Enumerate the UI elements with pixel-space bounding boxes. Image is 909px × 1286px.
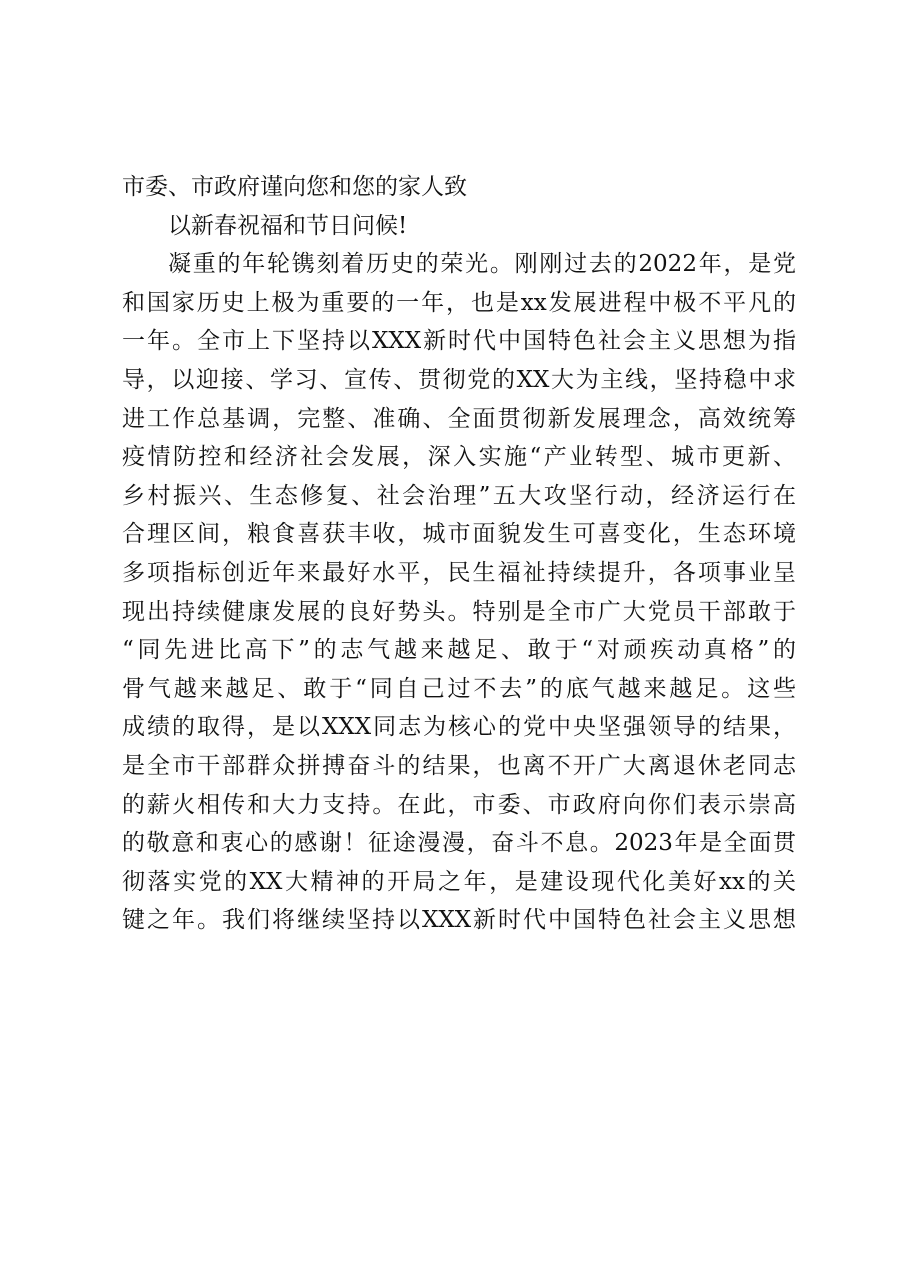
text-line: 现出持续健康发展的良好势头。特别是全市广大党员干部敢于	[122, 598, 796, 625]
text-line: 合理区间，粮食喜获丰收，城市面貌发生可喜变化，生态环境	[122, 521, 796, 548]
text-line: 彻落实党的XX大精神的开局之年，是建设现代化美好xx的关	[122, 868, 796, 895]
text-line: 以新春祝福和节日问候!	[168, 212, 408, 239]
body-text	[122, 168, 796, 940]
text-line: 凝重的年轮镌刻着历史的荣光。刚刚过去的2022年，是党	[168, 251, 796, 278]
text-line: 导，以迎接、学习、宣传、贯彻党的XX大为主线，坚持稳中求	[122, 366, 796, 393]
text-line: “同先进比高下”的志气越来越足、敢于“对顽疾动真格”的	[122, 637, 796, 664]
text-line: 一年。全市上下坚持以XXX新时代中国特色社会主义思想为指	[122, 328, 796, 355]
text-line: 是全市干部群众拼搏奋斗的结果，也离不开广大离退休老同志	[122, 752, 796, 779]
text-line: 市委、市政府谨向您和您的家人致	[122, 174, 467, 200]
text-line: 疫情防控和经济社会发展，深入实施“产业转型、城市更新、	[122, 444, 796, 471]
text-line: 骨气越来越足、敢于“同自己过不去”的底气越来越足。这些	[122, 675, 796, 702]
text-line: 的薪火相传和大力支持。在此，市委、市政府向你们表示崇高	[122, 791, 796, 818]
text-line: 乡村振兴、生态修复、社会治理”五大攻坚行动，经济运行在	[122, 482, 796, 509]
text-line: 成绩的取得，是以XXX同志为核心的党中央坚强领导的结果，	[122, 714, 796, 741]
text-line: 和国家历史上极为重要的一年，也是xx发展进程中极不平凡的	[122, 289, 796, 316]
text-line: 的敬意和衷心的感谢！征途漫漫，奋斗不息。2023年是全面贯	[122, 830, 796, 857]
text-line: 进工作总基调，完整、准确、全面贯彻新发展理念，高效统筹	[122, 405, 796, 432]
text-line: 多项指标创近年来最好水平，民生福祉持续提升，各项事业呈	[122, 559, 796, 586]
text-line: 键之年。我们将继续坚持以XXX新时代中国特色社会主义思想	[122, 907, 796, 934]
